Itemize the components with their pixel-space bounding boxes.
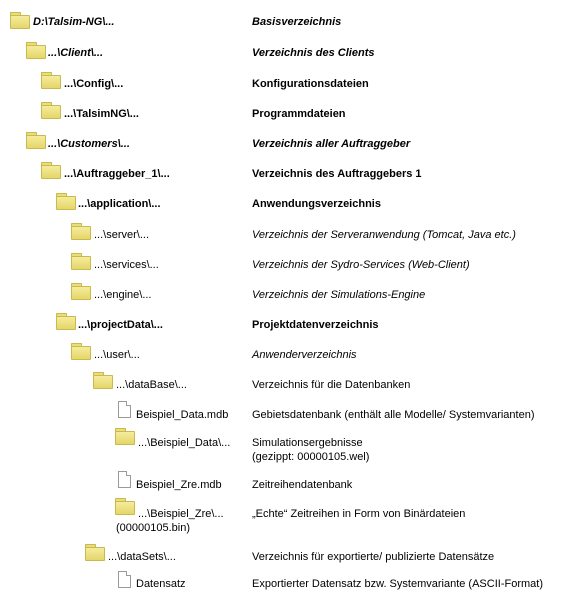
file-name: Beispiel_Zre.mdb: [136, 479, 222, 491]
folder-icon: [71, 223, 91, 239]
folder-icon: [115, 428, 135, 444]
folder-name: ...\Customers\...: [48, 138, 130, 150]
folder-icon: [41, 102, 61, 118]
file-description: Exportierter Datensatz bzw. Systemvariante (ASCII-Format): [252, 578, 543, 590]
folder-description: Verzeichnis aller Auftraggeber: [252, 138, 411, 150]
folder-description: Verzeichnis für die Datenbanken: [252, 379, 411, 391]
file-icon: [118, 571, 131, 588]
folder-description: Programmdateien: [252, 108, 346, 120]
folder-icon: [93, 372, 113, 388]
folder-description: Verzeichnis der Serveranwendung (Tomcat, Java etc.): [252, 229, 516, 241]
folder-description: Verzeichnis der Simulations-Engine: [252, 289, 426, 301]
folder-icon: [26, 132, 46, 148]
folder-description: Anwenderverzeichnis: [252, 349, 357, 361]
folder-description: Projektdatenverzeichnis: [252, 319, 379, 331]
file-name: Datensatz: [136, 578, 186, 590]
folder-name: ...\application\...: [78, 198, 161, 210]
folder-name: ...\Beispiel_Zre\...: [138, 508, 224, 520]
folder-name: ...\engine\...: [94, 289, 152, 301]
folder-description: Basisverzeichnis: [252, 16, 342, 28]
folder-icon: [115, 498, 135, 514]
folder-name: ...\Beispiel_Data\...: [138, 437, 231, 449]
folder-description: Verzeichnis des Auftraggebers 1: [252, 168, 422, 180]
folder-description: Verzeichnis der Sydro-Services (Web-Client): [252, 259, 470, 271]
folder-description: Verzeichnis für exportierte/ publizierte Datensätze: [252, 551, 495, 563]
folder-icon: [10, 12, 30, 28]
folder-description: Simulationsergebnisse: [252, 437, 363, 449]
folder-name: ...\dataSets\...: [108, 551, 176, 563]
folder-icon: [71, 253, 91, 269]
folder-icon: [56, 193, 76, 209]
folder-description: Anwendungsverzeichnis: [252, 198, 381, 210]
file-icon: [118, 401, 131, 418]
folder-description: „Echte“ Zeitreihen in Form von Binärdateien: [252, 508, 466, 520]
folder-icon: [41, 162, 61, 178]
folder-description-detail: (gezippt: 00000105.wel): [252, 451, 370, 463]
folder-icon: [41, 72, 61, 88]
folder-icon: [26, 42, 46, 58]
folder-name: ...\services\...: [94, 259, 159, 271]
folder-name: ...\projectData\...: [78, 319, 163, 331]
folder-icon: [71, 283, 91, 299]
folder-description: Verzeichnis des Clients: [252, 47, 375, 59]
folder-description: Konfigurationsdateien: [252, 78, 369, 90]
folder-icon: [71, 343, 91, 359]
folder-name: ...\TalsimNG\...: [64, 108, 139, 120]
file-description: Zeitreihendatenbank: [252, 479, 353, 491]
file-description: Gebietsdatenbank (enthält alle Modelle/ Systemvarianten): [252, 409, 535, 421]
folder-name: ...\Config\...: [64, 78, 124, 90]
folder-icon: [85, 544, 105, 560]
folder-name: ...\dataBase\...: [116, 379, 187, 391]
folder-icon: [56, 313, 76, 329]
folder-name: D:\Talsim-NG\...: [33, 16, 115, 28]
folder-name: ...\Client\...: [48, 47, 104, 59]
file-icon: [118, 471, 131, 488]
file-name: Beispiel_Data.mdb: [136, 409, 229, 421]
folder-name: ...\server\...: [94, 229, 150, 241]
folder-name-detail: (00000105.bin): [116, 522, 191, 534]
folder-name: ...\Auftraggeber_1\...: [64, 168, 170, 180]
folder-name: ...\user\...: [94, 349, 140, 361]
